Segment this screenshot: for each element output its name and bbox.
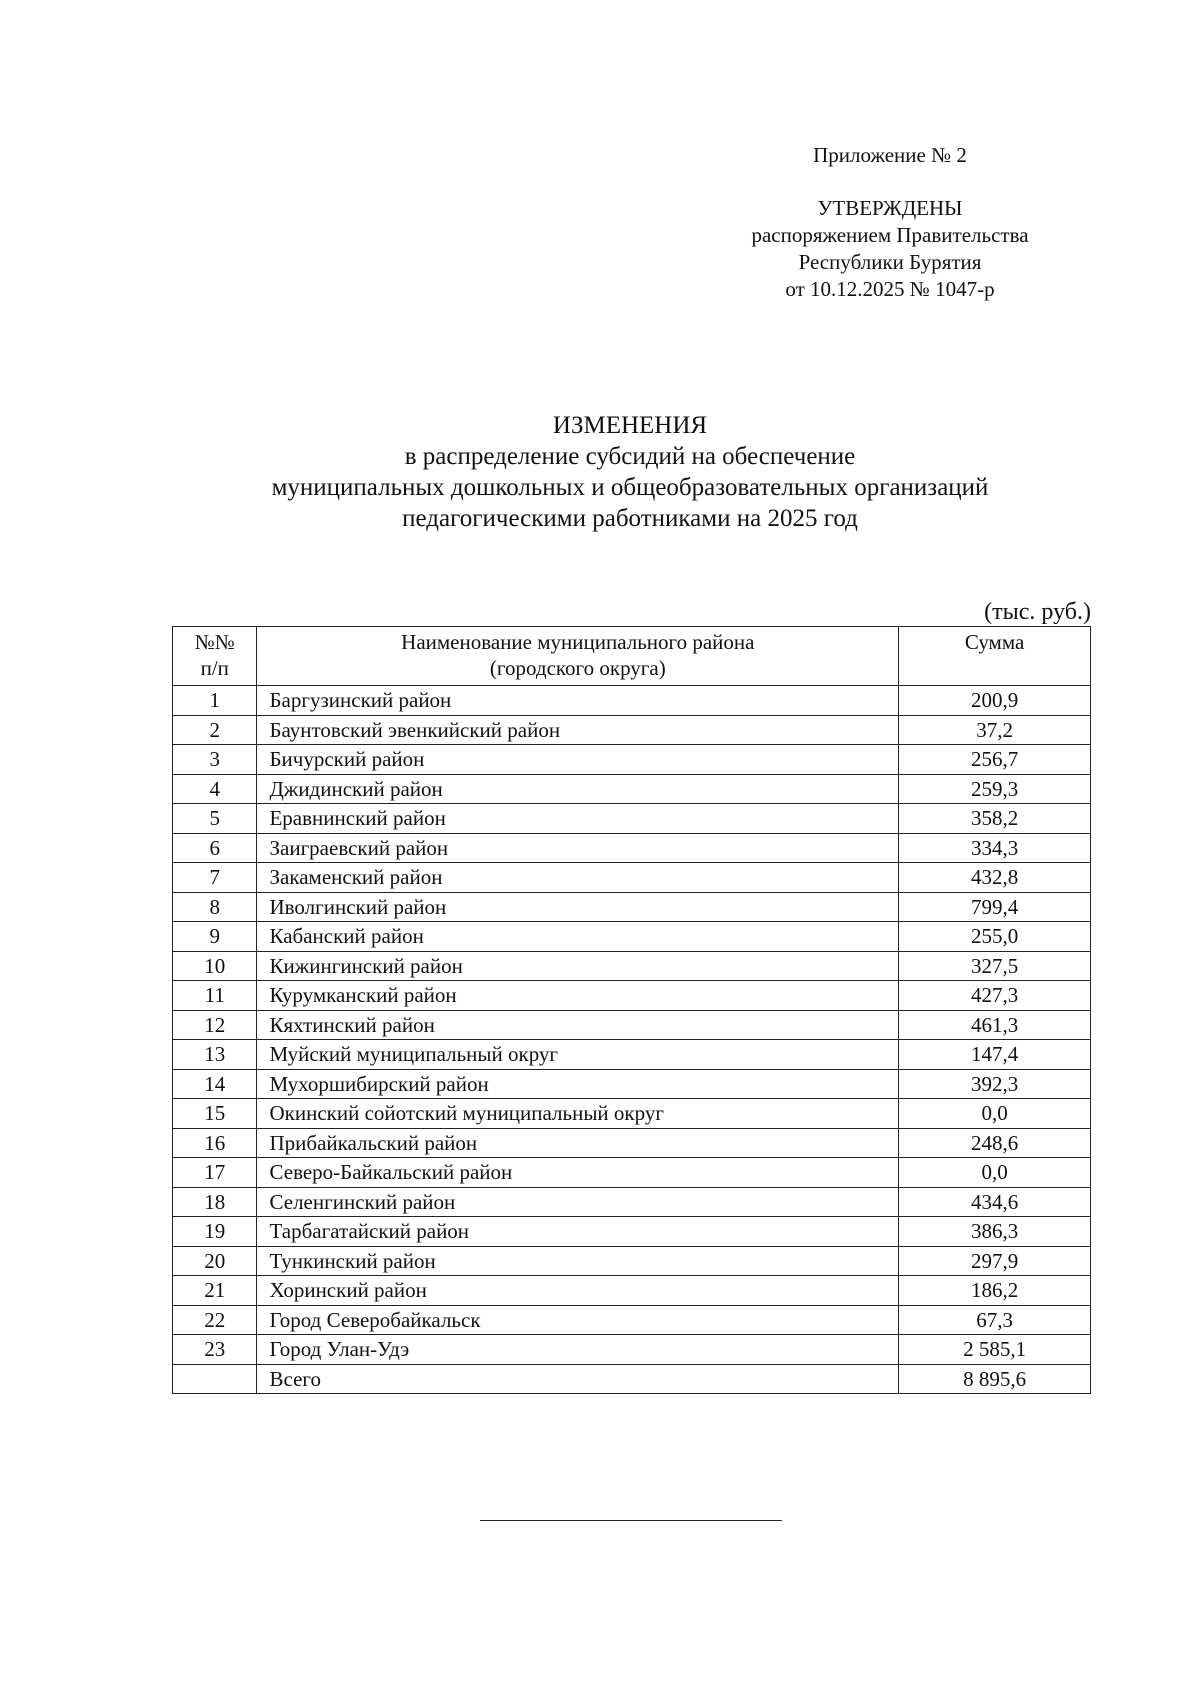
row-number-cell bbox=[173, 1364, 257, 1394]
row-name-cell: Селенгинский район bbox=[257, 1187, 899, 1217]
row-name-cell: Всего bbox=[257, 1364, 899, 1394]
row-name-cell: Город Северобайкальск bbox=[257, 1305, 899, 1335]
table-row bbox=[173, 1069, 1091, 1099]
row-number-cell: 15 bbox=[173, 1099, 257, 1129]
row-number-cell: 14 bbox=[173, 1069, 257, 1099]
table-row bbox=[173, 804, 1091, 834]
row-name-cell: Бичурский район bbox=[257, 745, 899, 775]
row-number-cell: 10 bbox=[173, 951, 257, 981]
row-sum-cell: 67,3 bbox=[899, 1305, 1091, 1335]
approval-block bbox=[740, 142, 1040, 303]
approved-label: УТВЕРЖДЕНЫ bbox=[817, 196, 963, 220]
row-sum-cell: 334,3 bbox=[899, 833, 1091, 863]
row-sum-cell: 259,3 bbox=[899, 774, 1091, 804]
row-sum-cell: 0,0 bbox=[899, 1158, 1091, 1188]
header-name bbox=[257, 627, 899, 686]
row-sum-cell: 37,2 bbox=[899, 715, 1091, 745]
table-body bbox=[173, 686, 1091, 1394]
row-sum-cell: 432,8 bbox=[899, 863, 1091, 893]
table-row bbox=[173, 1128, 1091, 1158]
row-number-cell: 1 bbox=[173, 686, 257, 716]
table-row bbox=[173, 892, 1091, 922]
row-name-cell: Иволгинский район bbox=[257, 892, 899, 922]
row-sum-cell: 461,3 bbox=[899, 1010, 1091, 1040]
table-row bbox=[173, 863, 1091, 893]
row-sum-cell: 297,9 bbox=[899, 1246, 1091, 1276]
row-sum-cell: 248,6 bbox=[899, 1128, 1091, 1158]
table-row bbox=[173, 951, 1091, 981]
title-line-4: педагогическими работниками на 2025 год bbox=[402, 505, 858, 532]
row-name-cell: Курумканский район bbox=[257, 981, 899, 1011]
row-number-cell: 13 bbox=[173, 1040, 257, 1070]
row-sum-cell: 327,5 bbox=[899, 951, 1091, 981]
approved-by-line: распоряжением Правительства bbox=[751, 223, 1029, 247]
row-number-cell: 12 bbox=[173, 1010, 257, 1040]
header-number bbox=[173, 627, 257, 686]
row-sum-cell: 0,0 bbox=[899, 1099, 1091, 1129]
header-number-line-2: п/п bbox=[200, 656, 229, 680]
row-name-cell: Тункинский район bbox=[257, 1246, 899, 1276]
title-line-3: муниципальных дошкольных и общеобразовательных организаций bbox=[271, 474, 989, 501]
table-header-row bbox=[173, 627, 1091, 686]
table-row bbox=[173, 774, 1091, 804]
row-sum-cell: 256,7 bbox=[899, 745, 1091, 775]
table-row bbox=[173, 1040, 1091, 1070]
table-row bbox=[173, 1276, 1091, 1306]
header-name-line-2: (городского округа) bbox=[489, 656, 666, 680]
row-name-cell: Баргузинский район bbox=[257, 686, 899, 716]
approved-authority: Республики Бурятия bbox=[798, 250, 982, 274]
table-row bbox=[173, 833, 1091, 863]
table-row bbox=[173, 745, 1091, 775]
row-sum-cell: 434,6 bbox=[899, 1187, 1091, 1217]
row-name-cell: Хоринский район bbox=[257, 1276, 899, 1306]
row-name-cell: Кяхтинский район bbox=[257, 1010, 899, 1040]
row-number-cell: 23 bbox=[173, 1335, 257, 1365]
header-sum: Сумма bbox=[899, 627, 1091, 686]
approval-date-number: от 10.12.2025 № 1047-р bbox=[785, 277, 995, 301]
closing-rule bbox=[480, 1520, 782, 1521]
row-number-cell: 5 bbox=[173, 804, 257, 834]
table-row bbox=[173, 1158, 1091, 1188]
table-row bbox=[173, 1217, 1091, 1247]
row-number-cell: 8 bbox=[173, 892, 257, 922]
table-row bbox=[173, 715, 1091, 745]
document-title bbox=[120, 410, 1140, 534]
row-name-cell: Город Улан-Удэ bbox=[257, 1335, 899, 1365]
row-name-cell: Кижингинский район bbox=[257, 951, 899, 981]
row-number-cell: 19 bbox=[173, 1217, 257, 1247]
row-number-cell: 3 bbox=[173, 745, 257, 775]
row-number-cell: 9 bbox=[173, 922, 257, 952]
units-label: (тыс. руб.) bbox=[984, 599, 1091, 625]
row-number-cell: 16 bbox=[173, 1128, 257, 1158]
row-number-cell: 6 bbox=[173, 833, 257, 863]
row-number-cell: 11 bbox=[173, 981, 257, 1011]
row-number-cell: 7 bbox=[173, 863, 257, 893]
row-number-cell: 22 bbox=[173, 1305, 257, 1335]
table-row bbox=[173, 1099, 1091, 1129]
row-sum-cell: 427,3 bbox=[899, 981, 1091, 1011]
row-sum-cell: 255,0 bbox=[899, 922, 1091, 952]
row-number-cell: 18 bbox=[173, 1187, 257, 1217]
row-sum-cell: 147,4 bbox=[899, 1040, 1091, 1070]
row-sum-cell: 200,9 bbox=[899, 686, 1091, 716]
header-number-line-1: №№ bbox=[194, 630, 235, 654]
table-row bbox=[173, 1335, 1091, 1365]
row-name-cell: Еравнинский район bbox=[257, 804, 899, 834]
subsidy-table bbox=[172, 626, 1091, 1394]
row-sum-cell: 8 895,6 bbox=[899, 1364, 1091, 1394]
row-sum-cell: 392,3 bbox=[899, 1069, 1091, 1099]
row-name-cell: Окинский сойотский муниципальный округ bbox=[257, 1099, 899, 1129]
table-row bbox=[173, 1246, 1091, 1276]
row-sum-cell: 186,2 bbox=[899, 1276, 1091, 1306]
row-name-cell: Закаменский район bbox=[257, 863, 899, 893]
header-name-line-1: Наименование муниципального района bbox=[401, 630, 755, 654]
row-number-cell: 20 bbox=[173, 1246, 257, 1276]
table-row bbox=[173, 1187, 1091, 1217]
title-line-1: ИЗМЕНЕНИЯ bbox=[552, 412, 708, 439]
row-sum-cell: 358,2 bbox=[899, 804, 1091, 834]
table-row bbox=[173, 981, 1091, 1011]
table-row bbox=[173, 1010, 1091, 1040]
total-row bbox=[173, 1364, 1091, 1394]
row-name-cell: Тарбагатайский район bbox=[257, 1217, 899, 1247]
row-name-cell: Северо-Байкальский район bbox=[257, 1158, 899, 1188]
table-row bbox=[173, 1305, 1091, 1335]
row-number-cell: 2 bbox=[173, 715, 257, 745]
title-line-2: в распределение субсидий на обеспечение bbox=[404, 443, 856, 470]
row-number-cell: 4 bbox=[173, 774, 257, 804]
row-name-cell: Заиграевский район bbox=[257, 833, 899, 863]
row-name-cell: Муйский муниципальный округ bbox=[257, 1040, 899, 1070]
row-sum-cell: 386,3 bbox=[899, 1217, 1091, 1247]
row-name-cell: Джидинский район bbox=[257, 774, 899, 804]
table-row bbox=[173, 686, 1091, 716]
row-number-cell: 21 bbox=[173, 1276, 257, 1306]
table-row bbox=[173, 922, 1091, 952]
row-sum-cell: 2 585,1 bbox=[899, 1335, 1091, 1365]
appendix-label: Приложение № 2 bbox=[813, 143, 967, 167]
row-sum-cell: 799,4 bbox=[899, 892, 1091, 922]
row-name-cell: Кабанский район bbox=[257, 922, 899, 952]
row-name-cell: Мухоршибирский район bbox=[257, 1069, 899, 1099]
row-name-cell: Баунтовский эвенкийский район bbox=[257, 715, 899, 745]
row-name-cell: Прибайкальский район bbox=[257, 1128, 899, 1158]
row-number-cell: 17 bbox=[173, 1158, 257, 1188]
